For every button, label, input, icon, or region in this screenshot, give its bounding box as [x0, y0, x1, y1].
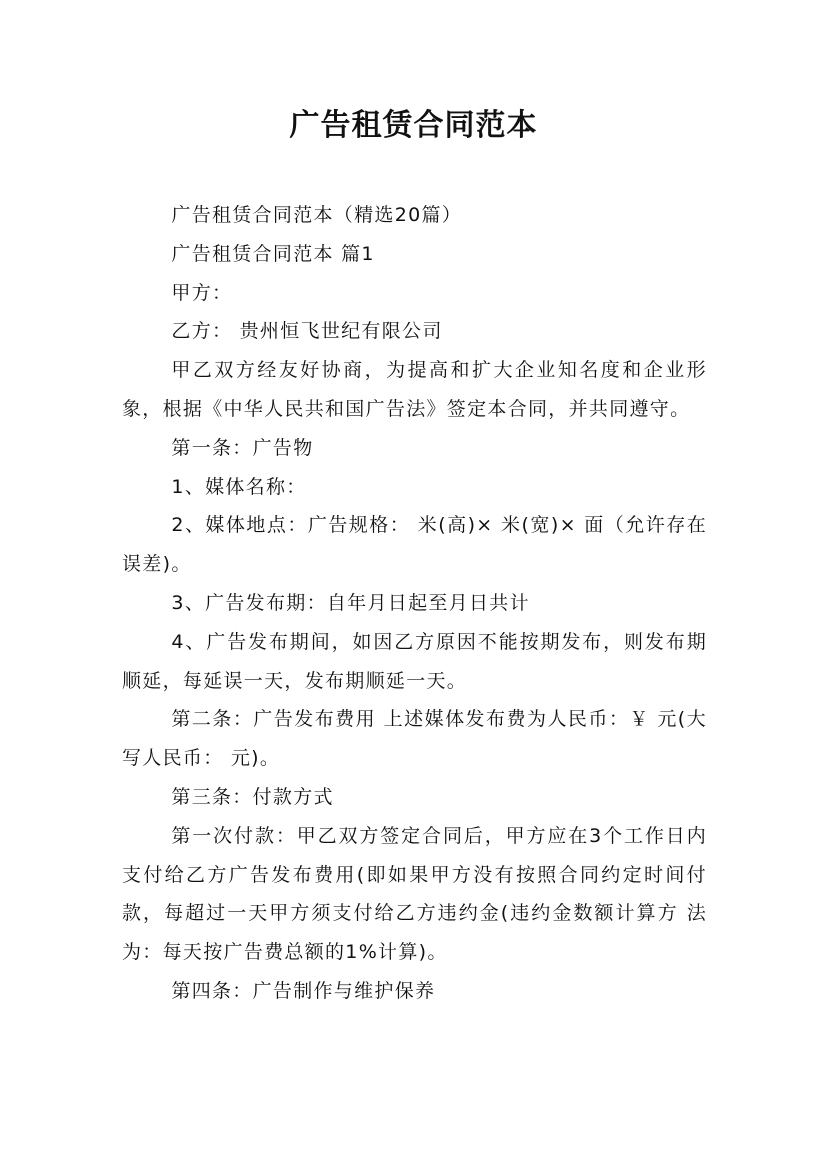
document-body — [122, 196, 707, 1011]
paragraph-party-b: 乙方： 贵州恒飞世纪有限公司 — [171, 320, 443, 343]
paragraph-party-a: 甲方： — [171, 281, 233, 304]
paragraph-first-payment: 第一次付款：甲乙双方签定合同后，甲方应在3个工作日内支付给乙方广告发布费用(即如果甲方没有按照合同约定时间付款，每超过一天甲方须支付给乙方违约金(违约金数额计算方 法为：每天按广告费总额的1%计算)。 — [122, 824, 707, 964]
document-title: 广告租赁合同范本 — [289, 108, 538, 143]
paragraph-article-1: 第一条：广告物 — [171, 436, 314, 459]
paragraph-media-location: 2、媒体地点：广告规格： 米(高)× 米(宽)× 面（允许存在误差)。 — [122, 514, 707, 576]
paragraph-article-3: 第三条：付款方式 — [171, 785, 334, 808]
paragraph-media-name: 1、媒体名称： — [171, 475, 307, 498]
paragraph-publish-period: 3、广告发布期：自年月日起至月日共计 — [171, 591, 530, 614]
paragraph-delay-clause: 4、广告发布期间，如因乙方原因不能按期发布，则发布期顺延，每延误一天，发布期顺延一天。 — [122, 630, 707, 692]
paragraph-subtitle: 广告租赁合同范本（精选20篇） — [171, 204, 463, 226]
paragraph-article-4: 第四条：广告制作与维护保养 — [171, 979, 436, 1002]
paragraph-section-heading: 广告租赁合同范本 篇1 — [171, 242, 375, 265]
paragraph-article-2: 第二条：广告发布费用 上述媒体发布费为人民币：￥ 元(大写人民币： 元)。 — [122, 708, 707, 770]
paragraph-preamble: 甲乙双方经友好协商，为提高和扩大企业知名度和企业形象，根据《中华人民共和国广告法》签定本合同，并共同遵守。 — [122, 359, 707, 420]
